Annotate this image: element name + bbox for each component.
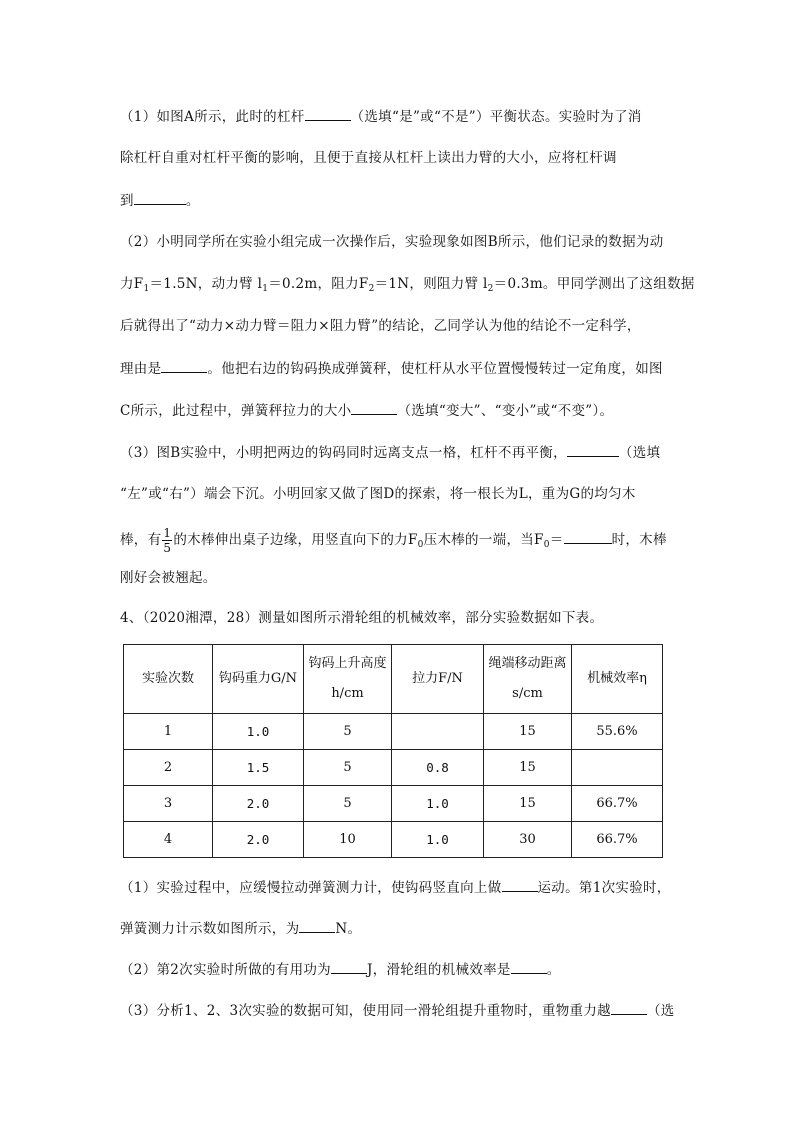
q3-part3-line3: 棒，有 $\frac{1}{5}$ 的木棒伸出桌子边缘，用竖直向下的力$F_0$压木棒的一端，当$F_0=$ 时，木棒 bbox=[120, 526, 667, 555]
table-cell: 1.0 bbox=[392, 822, 484, 858]
q4-sub2: （2）第2次实验时所做的有用功为 J，滑轮组的机械效率是 。 bbox=[120, 959, 680, 980]
q3-part2-line4: 理由是 。他把右边的钩码换成弹簧秤，使杠杆从水平位置慢慢转过一定角度，如图 bbox=[120, 358, 680, 379]
header-cell: 钩码重力G/N bbox=[213, 645, 304, 714]
table-cell: 5 bbox=[304, 750, 392, 786]
answer-blank[interactable] bbox=[305, 106, 351, 121]
table-cell: 5 bbox=[304, 714, 392, 750]
table-cell: 1.5 bbox=[213, 750, 304, 786]
table-cell: 15 bbox=[484, 750, 572, 786]
answer-blank[interactable] bbox=[331, 959, 367, 974]
q4-sub1-line1: （1）实验过程中，应缓慢拉动弹簧测力计，使钩码竖直向上做 运动。第1次实验时， bbox=[120, 877, 680, 898]
q3-part3-line2: “左”或“右”）端会下沉。小明回家又做了图D的探索，将一根长为L，重为G的均匀木 bbox=[120, 486, 636, 502]
q3-part2-line2: 力$F_1=1.5N$，动力臂 $l_1=0.2m$，阻力$F_2=1N$，则阻力臂 $l_2=0.3m$。甲同学测出了这组数据 bbox=[120, 276, 695, 294]
header-cell: 绳端移动距离 s/cm bbox=[484, 645, 572, 714]
header-cell: 机械效率η bbox=[572, 645, 663, 714]
table-cell: 2.0 bbox=[213, 822, 304, 858]
table-cell: 55.6% bbox=[572, 714, 663, 750]
q3-part1-line3: 到 。 bbox=[120, 190, 680, 211]
q3-part2-line1: （2）小明同学所在实验小组完成一次操作后，实验现象如图B所示，他们记录的数据为动 bbox=[120, 234, 664, 250]
answer-blank[interactable] bbox=[564, 529, 612, 544]
q4-sub3: （3）分析1、2、3次实验的数据可知，使用同一滑轮组提升重物时，重物重力越 （选 bbox=[120, 1000, 680, 1021]
q3-part2-line3: 后就得出了“动力×动力臂＝阻力×阻力臂”的结论，乙同学认为他的结论不一定科学， bbox=[120, 318, 641, 334]
header-cell: 拉力F/N bbox=[392, 645, 484, 714]
table-cell: 2.0 bbox=[213, 786, 304, 822]
q4-sub1-line2: 弹簧测力计示数如图所示，为 N。 bbox=[120, 918, 680, 939]
answer-blank[interactable] bbox=[511, 959, 547, 974]
answer-blank[interactable] bbox=[134, 190, 186, 205]
table-cell: 30 bbox=[484, 822, 572, 858]
table-row bbox=[124, 750, 663, 786]
table-row bbox=[124, 714, 663, 750]
table-row bbox=[124, 822, 663, 858]
q3-part1-line2: 除杠杆自重对杠杆平衡的影响，且便于直接从杠杆上读出力臂的大小，应将杠杆调 bbox=[120, 150, 617, 166]
answer-blank[interactable] bbox=[567, 442, 619, 457]
header-cell: 钩码上升高度 h/cm bbox=[304, 645, 392, 714]
table-cell bbox=[392, 714, 484, 750]
q3-part3-line1: （3）图B实验中，小明把两边的钩码同时远离支点一格，杠杆不再平衡， （选填 bbox=[120, 442, 680, 463]
table-cell: 10 bbox=[304, 822, 392, 858]
table-cell: 66.7% bbox=[572, 822, 663, 858]
answer-blank[interactable] bbox=[299, 918, 335, 933]
table-row bbox=[124, 786, 663, 822]
q4-title: 4、（2020湘潭，28）测量如图所示滑轮组的机械效率，部分实验数据如下表。 bbox=[120, 610, 604, 626]
q3-part3-line4: 刚好会被翘起。 bbox=[120, 570, 217, 586]
answer-blank[interactable] bbox=[351, 400, 397, 415]
table-cell: 1.0 bbox=[392, 786, 484, 822]
table-cell: 15 bbox=[484, 714, 572, 750]
table-cell: 2 bbox=[124, 750, 213, 786]
fraction-one-fifth: $\frac{1}{5}$ bbox=[163, 526, 172, 555]
answer-blank[interactable] bbox=[161, 358, 207, 373]
experiment-data-table bbox=[123, 644, 663, 858]
table-cell: 1.0 bbox=[213, 714, 304, 750]
answer-blank[interactable] bbox=[611, 1000, 647, 1015]
header-cell: 实验次数 bbox=[124, 645, 213, 714]
table-header-row bbox=[124, 645, 663, 714]
table-cell: 1 bbox=[124, 714, 213, 750]
table-cell: 3 bbox=[124, 786, 213, 822]
q3-part2-line5: C所示，此过程中，弹簧秤拉力的大小 （选填“变大”、“变小”或“不变”）。 bbox=[120, 400, 680, 421]
table-cell: 15 bbox=[484, 786, 572, 822]
table-cell: 5 bbox=[304, 786, 392, 822]
q3-part1-line1: （1）如图A所示，此时的杠杆 （选填“是”或“不是”）平衡状态。实验时为了消 bbox=[120, 106, 680, 127]
table-cell: 0.8 bbox=[392, 750, 484, 786]
table-cell: 4 bbox=[124, 822, 213, 858]
table-cell bbox=[572, 750, 663, 786]
table-cell: 66.7% bbox=[572, 786, 663, 822]
answer-blank[interactable] bbox=[502, 877, 538, 892]
